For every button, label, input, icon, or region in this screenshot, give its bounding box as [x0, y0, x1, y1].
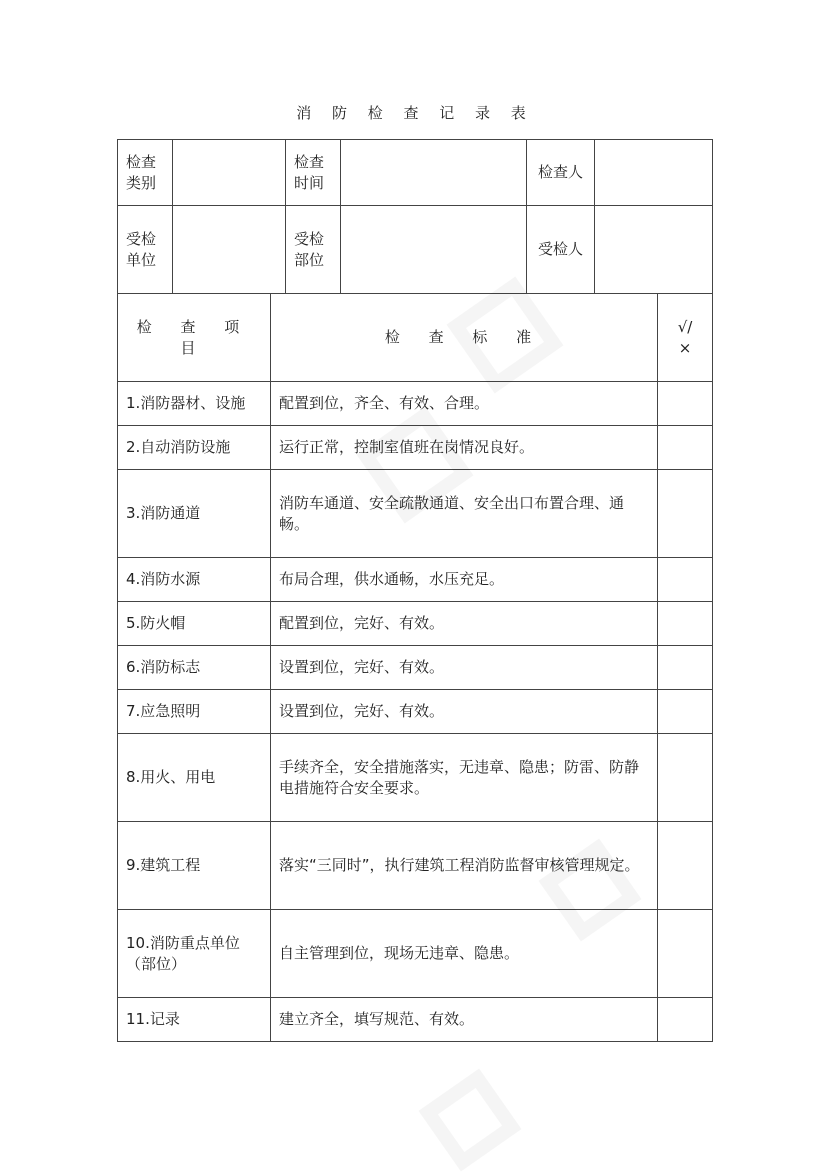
item-cell: 8.用火、用电	[118, 734, 271, 822]
inspection-time-label: 检查 时间	[286, 140, 341, 206]
page-title: 消 防 检 查 记 录 表	[296, 104, 534, 122]
item-cell: 9.建筑工程	[118, 822, 271, 910]
table-row	[118, 470, 713, 558]
inspection-type-label: 检查 类别	[118, 140, 173, 206]
item-cell: 4.消防水源	[118, 558, 271, 602]
check-cell[interactable]	[658, 558, 713, 602]
table-row	[118, 690, 713, 734]
standard-cell: 自主管理到位，现场无违章、隐患。	[271, 910, 658, 998]
check-cell[interactable]	[658, 646, 713, 690]
item-cell: 3.消防通道	[118, 470, 271, 558]
item-cell: 2.自动消防设施	[118, 426, 271, 470]
table-row	[118, 734, 713, 822]
table-row	[118, 646, 713, 690]
inspectee-field[interactable]	[595, 206, 713, 294]
check-cell[interactable]	[658, 690, 713, 734]
standard-cell: 布局合理，供水通畅，水压充足。	[271, 558, 658, 602]
check-cell[interactable]	[658, 910, 713, 998]
watermark-mark	[428, 1078, 512, 1162]
table-row	[118, 602, 713, 646]
inspector-label: 检查人	[527, 140, 595, 206]
item-cell: 11.记录	[118, 998, 271, 1042]
standard-cell: 配置到位，完好、有效。	[271, 602, 658, 646]
table-row	[118, 822, 713, 910]
inspected-area-field[interactable]	[341, 206, 527, 294]
inspector-field[interactable]	[595, 140, 713, 206]
item-cell: 7.应急照明	[118, 690, 271, 734]
table-row	[118, 558, 713, 602]
standard-column-header: 检 查 标 准	[271, 294, 658, 382]
table-row	[118, 910, 713, 998]
check-cell[interactable]	[658, 734, 713, 822]
column-header-row	[118, 294, 713, 382]
standard-cell: 设置到位，完好、有效。	[271, 690, 658, 734]
item-cell: 6.消防标志	[118, 646, 271, 690]
check-cell[interactable]	[658, 998, 713, 1042]
check-cell[interactable]	[658, 602, 713, 646]
standard-cell: 建立齐全，填写规范、有效。	[271, 998, 658, 1042]
header-row-1	[118, 140, 713, 206]
inspection-time-field[interactable]	[341, 140, 527, 206]
table-row	[118, 426, 713, 470]
check-cell[interactable]	[658, 470, 713, 558]
check-column-header: √/ ×	[658, 294, 713, 382]
check-cell[interactable]	[658, 426, 713, 470]
standard-cell: 设置到位，完好、有效。	[271, 646, 658, 690]
item-cell: 10.消防重点单位（部位）	[118, 910, 271, 998]
standard-cell: 配置到位，齐全、有效、合理。	[271, 382, 658, 426]
header-row-2	[118, 206, 713, 294]
inspection-type-field[interactable]	[173, 140, 286, 206]
inspected-unit-label: 受检 单位	[118, 206, 173, 294]
inspected-area-label: 受检 部位	[286, 206, 341, 294]
item-cell: 5.防火帽	[118, 602, 271, 646]
check-cell[interactable]	[658, 382, 713, 426]
check-cell[interactable]	[658, 822, 713, 910]
inspection-record-table	[117, 139, 713, 1042]
inspected-unit-field[interactable]	[173, 206, 286, 294]
inspectee-label: 受检人	[527, 206, 595, 294]
item-cell: 1.消防器材、设施	[118, 382, 271, 426]
standard-cell: 消防车通道、安全疏散通道、安全出口布置合理、通畅。	[271, 470, 658, 558]
standard-cell: 落实“三同时”，执行建筑工程消防监督审核管理规定。	[271, 822, 658, 910]
table-row	[118, 998, 713, 1042]
standard-cell: 手续齐全，安全措施落实，无违章、隐患；防雷、防静电措施符合安全要求。	[271, 734, 658, 822]
item-column-header: 检 查 项 目	[118, 294, 271, 382]
standard-cell: 运行正常，控制室值班在岗情况良好。	[271, 426, 658, 470]
table-row	[118, 382, 713, 426]
